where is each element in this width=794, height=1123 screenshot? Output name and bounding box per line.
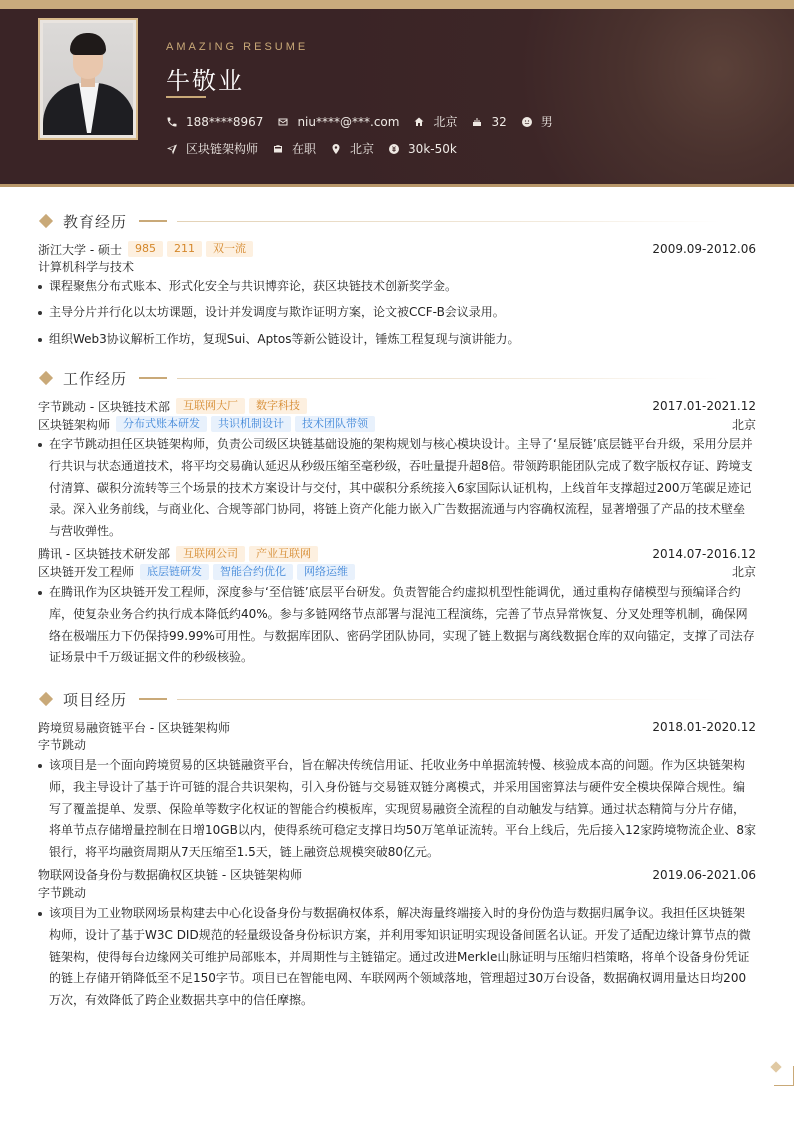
diamond-icon bbox=[39, 692, 53, 706]
salary-text: 30k-50k bbox=[408, 141, 457, 156]
school-name: 浙江大学 - 硕士 bbox=[38, 242, 122, 257]
job-role: 区块链开发工程师 bbox=[38, 565, 135, 580]
contact-row bbox=[166, 113, 567, 130]
age-item bbox=[471, 115, 506, 129]
projects-heading bbox=[38, 689, 756, 709]
target-city-text: 北京 bbox=[350, 142, 375, 156]
project-date: 2019.06-2021.06 bbox=[652, 867, 756, 882]
phone-icon bbox=[166, 116, 178, 128]
role-tag: 智能合约优化 bbox=[213, 564, 293, 580]
company-tag: 数字科技 bbox=[249, 398, 307, 414]
phone-text: 188****8967 bbox=[186, 114, 264, 129]
project-org: 字节跳动 bbox=[38, 738, 87, 752]
send-icon bbox=[166, 143, 178, 155]
education-major: 计算机科学与技术 bbox=[38, 260, 135, 274]
diamond-icon bbox=[39, 371, 53, 385]
target-city-item bbox=[330, 140, 374, 157]
mail-icon bbox=[277, 116, 289, 128]
section-title: 教育经历 bbox=[63, 212, 128, 231]
briefcase-icon bbox=[272, 143, 284, 155]
list-item: 该项目是一个面向跨境贸易的区块链融资平台，旨在解决传统信用证、托收业务中单据流转慢、核验成本高的问题。作为区块链架构师，我主导设计了基于许可链的混合共识架构，引入身份链与交易链双链分离模式，并采用国密算法与硬件安全模块保障合规性。编写了覆盖提单、发票、保险单等数字化权证的智能合约模板库，实现贸易融资全流程的自动触发与结算。通过状态精简与分片存储，将单节点存储增量控制在日增10GB以内，使得系统可稳定支撑日均50万笔单证流转。平台上线后，先后接入12家跨境物流企业、8家银行，将平均融资周期从7天压缩至1.5天，链上融资总规模突破80亿元。 bbox=[38, 755, 756, 864]
email-text: niu****@***.com bbox=[297, 114, 400, 129]
company-tag: 产业互联网 bbox=[249, 546, 318, 562]
list-item: 该项目为工业物联网场景构建去中心化设备身份与数据确权体系，解决海量终端接入时的身份伪造与数据归属争议。我担任区块链架构师，设计了基于W3C DID规范的轻量级设备身份标识方案，并利用零知识证明实现设备间匿名认证。开发了适配边缘计算节点的微链架构，使得每台边缘网关可维护局部账本，并周期性与主链锚定。通过改进Merkle山脉证明与压缩归档策略，将单个设备身份凭证的链上存储开销降低至不足150字节。项目已在智能电网、车联网两个领域落地，管理超过30万台设备，数据确权调用量达日均200万次，有效降低了跨企业数据共享中的信任摩擦。 bbox=[38, 903, 756, 1012]
role-tag: 网络运维 bbox=[297, 564, 355, 580]
job-entry bbox=[38, 545, 756, 669]
project-date: 2018.01-2020.12 bbox=[652, 720, 756, 734]
city-text: 北京 bbox=[433, 115, 458, 129]
profile-photo bbox=[43, 23, 133, 135]
header-eyebrow: AMAZING RESUME bbox=[166, 41, 309, 53]
list-item: 课程聚焦分布式账本、形式化安全与共识博弈论，获区块链技术创新奖学金。 bbox=[38, 276, 756, 298]
status-item bbox=[272, 140, 316, 157]
work-section bbox=[38, 368, 756, 669]
project-entry bbox=[38, 718, 756, 864]
role-tag: 底层链研发 bbox=[140, 564, 209, 580]
job-entry bbox=[38, 397, 756, 543]
candidate-name: 牛敬业 bbox=[166, 67, 244, 95]
target-role-item bbox=[166, 140, 258, 157]
list-item: 在腾讯作为区块链开发工程师，深度参与‘至信链’底层平台研发。负责智能合约虚拟机型性能调优，通过重构存储模型与预编译合约库，使复杂业务合约执行成本降低约40%。参与多链网络节点部署与混沌工程演练，完善了节点异常恢复、分叉处理等机制，确保网络在极端压力下仍保持99.99%可用性。与数据库团队、密码学团队协同，实现了链上数据与离线数据仓库的双向锚定，支撑了司法存证场景中千万级证据文件的秒级核验。 bbox=[38, 582, 756, 669]
school-tag: 双一流 bbox=[206, 241, 253, 257]
target-role-text: 区块链架构师 bbox=[186, 142, 259, 156]
education-section bbox=[38, 211, 756, 355]
location-icon bbox=[330, 143, 342, 155]
job-location: 北京 bbox=[731, 417, 756, 432]
avatar bbox=[38, 18, 138, 140]
school-tag: 211 bbox=[167, 241, 202, 257]
list-item: 在字节跳动担任区块链架构师，负责公司级区块链基础设施的架构规划与核心模块设计。主导了‘星辰链’底层链平台升级，采用分层并行共识与状态通道技术，将平均交易确认延迟从秒级压缩至毫秒级，吞吐量提升超8倍。带领跨职能团队完成了数字版权存证、跨境支付清算、碳积分流转等三个场景的技术方案设计与交付，其中碳积分系统接入6家国际认证机构，上线首年支撑超过200万笔碳足迹记录。深入业务前线，与商业化、合规等部门协同，将链上资产化能力嵌入广告数据流通与内容确权流程，显著增强了产品的技术壁垒与营收弹性。 bbox=[38, 434, 756, 543]
age-text: 32 bbox=[491, 114, 507, 129]
role-tag: 分布式账本研发 bbox=[116, 416, 207, 432]
job-role: 区块链架构师 bbox=[38, 417, 111, 432]
section-title: 项目经历 bbox=[63, 690, 128, 709]
diamond-icon bbox=[39, 214, 53, 228]
email-item bbox=[277, 115, 399, 129]
name-underline bbox=[166, 96, 206, 98]
list-item: 主导分片并行化以太坊课题，设计并发调度与欺诈证明方案，论文被CCF-B会议录用。 bbox=[38, 302, 756, 324]
education-bullets bbox=[38, 276, 756, 351]
job-date: 2017.01-2021.12 bbox=[652, 399, 756, 413]
phone-item bbox=[166, 115, 263, 129]
education-entry bbox=[38, 240, 756, 258]
resume-header bbox=[0, 9, 794, 187]
gender-text: 男 bbox=[540, 115, 553, 129]
top-accent-bar bbox=[0, 0, 794, 9]
role-tag: 共识机制设计 bbox=[211, 416, 291, 432]
list-item: 组织Web3协议解析工作坊，复现Sui、Aptos等新公链设计，锤炼工程复现与演讲能力。 bbox=[38, 329, 756, 351]
salary-icon bbox=[388, 143, 400, 155]
job-location: 北京 bbox=[731, 565, 756, 580]
age-icon bbox=[471, 116, 483, 128]
job-date: 2014.07-2016.12 bbox=[652, 546, 756, 561]
work-heading bbox=[38, 368, 756, 388]
status-text: 在职 bbox=[292, 142, 317, 156]
education-heading bbox=[38, 211, 756, 231]
company-name: 字节跳动 - 区块链技术部 bbox=[38, 399, 170, 414]
project-org: 字节跳动 bbox=[38, 885, 87, 900]
project-entry bbox=[38, 866, 756, 1012]
project-name: 物联网设备身份与数据确权区块链 - 区块链架构师 bbox=[38, 868, 302, 883]
education-date: 2009.09-2012.06 bbox=[652, 242, 756, 256]
home-icon bbox=[413, 116, 425, 128]
job-intent-row bbox=[166, 140, 471, 157]
projects-section bbox=[38, 689, 756, 1012]
section-title: 工作经历 bbox=[63, 369, 128, 388]
salary-item bbox=[388, 142, 457, 156]
school-tag: 985 bbox=[128, 241, 163, 257]
corner-ornament bbox=[774, 1066, 794, 1086]
company-tag: 互联网大厂 bbox=[176, 398, 245, 414]
company-tag: 互联网公司 bbox=[176, 546, 245, 562]
company-name: 腾讯 - 区块链技术研发部 bbox=[38, 547, 170, 562]
project-name: 跨境贸易融资链平台 - 区块链架构师 bbox=[38, 720, 230, 735]
role-tag: 技术团队带领 bbox=[295, 416, 375, 432]
city-item bbox=[413, 113, 457, 130]
gender-item bbox=[521, 113, 553, 130]
gender-icon bbox=[521, 116, 533, 128]
